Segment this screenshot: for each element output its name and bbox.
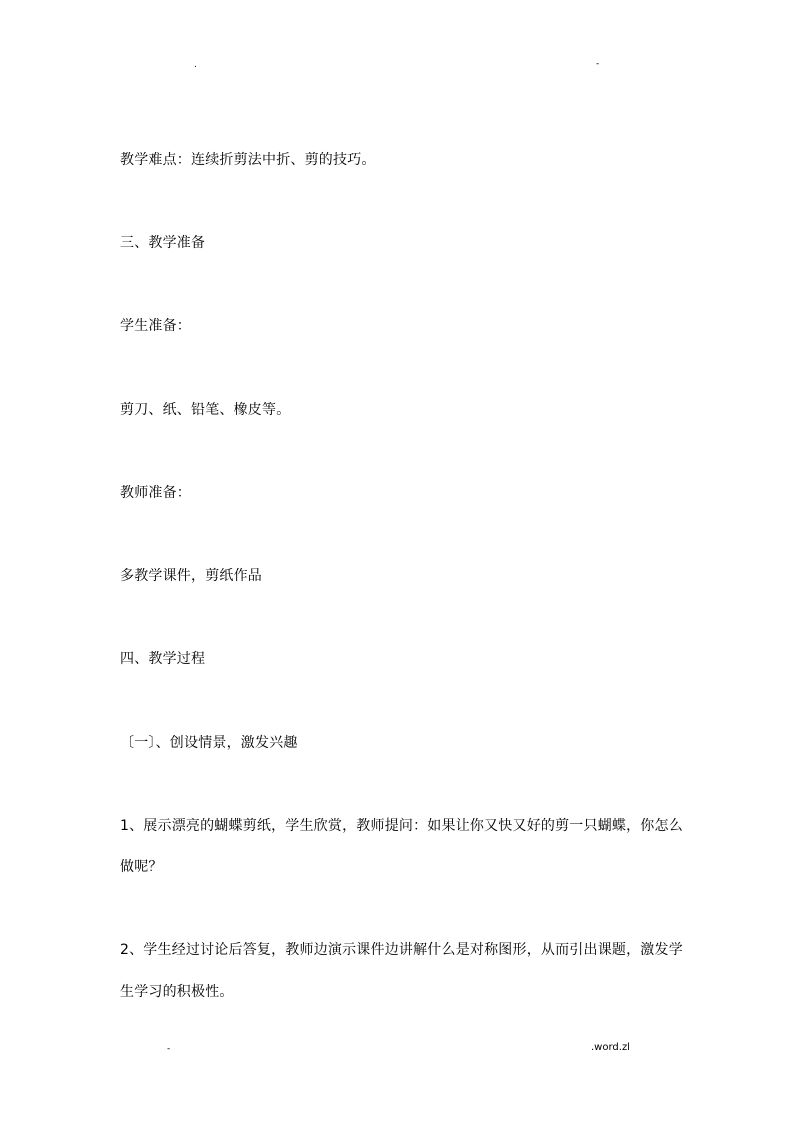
footer-right-mark: .word.zl [591,1042,630,1053]
teacher-prep-label: 教师准备： [120,485,191,501]
header-right-mark: - [596,59,600,69]
step-1-line-1: 1、展示漂亮的蝴蝶剪纸，学生欣赏，教师提问：如果让你又快又好的剪一只蝴蝶，你怎么 [120,818,683,834]
footer-left-mark: - [167,1044,171,1054]
section-4-title: 四、教学过程 [120,651,206,667]
step-2-line-1: 2、学生经过讨论后答复，教师边演示课件边讲解什么是对称图形，从而引出课题，激发学 [120,942,683,958]
student-prep-label: 学生准备： [120,318,191,334]
teacher-prep-items: 多教学课件，剪纸作品 [120,568,262,584]
student-prep-items: 剪刀、纸、铅笔、橡皮等。 [120,402,291,418]
step-1-line-2: 做呢？ [120,859,163,875]
section-3-title: 三、教学准备 [120,235,206,251]
subsection-1-title: 〔一〕、创设情景，激发兴趣 [120,735,298,751]
header-left-mark: . [194,60,197,70]
step-2-line-2: 生学习的积极性。 [120,984,234,1000]
teaching-difficulty: 教学难点：连续折剪法中折、剪的技巧。 [120,152,376,168]
